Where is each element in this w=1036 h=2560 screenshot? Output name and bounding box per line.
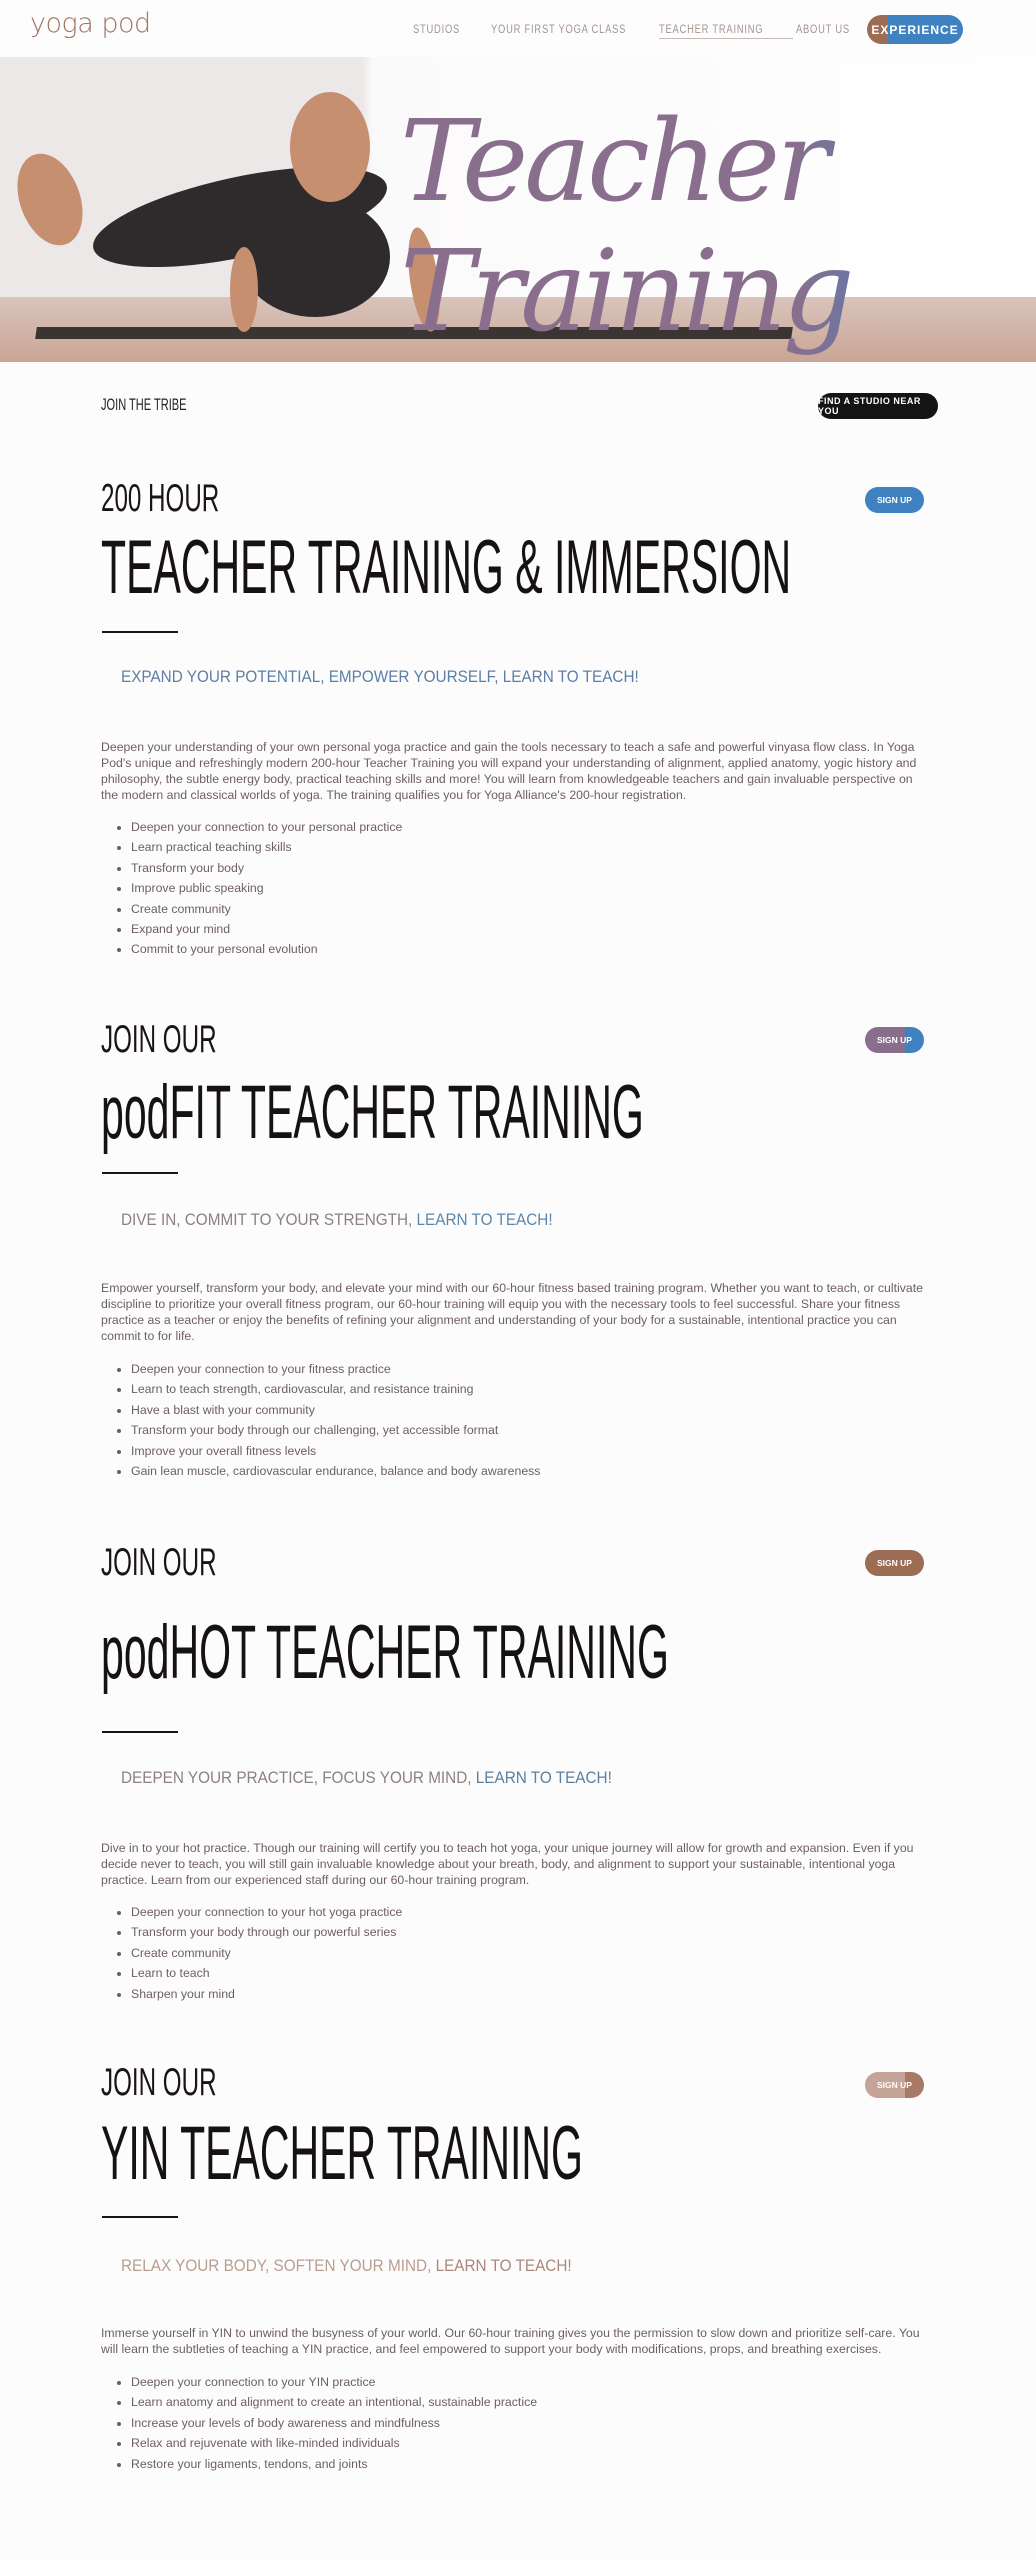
nav-your-first-yoga-class[interactable]	[491, 22, 664, 36]
sign-up-button[interactable]: SIGN UP	[865, 2072, 924, 2098]
list-item: • Improve your overall fitness levels	[131, 1441, 540, 1461]
list-item: • Transform your body through our powerful series	[131, 1922, 402, 1942]
section-tagline	[121, 1211, 601, 1228]
nav-about-us[interactable]	[796, 22, 865, 36]
divider	[102, 2216, 178, 2218]
tagline-lead: DIVE IN, COMMIT TO YOUR STRENGTH,	[121, 1210, 417, 1229]
section-description: Immerse yourself in YIN to unwind the busyness of your world. Our 60-hour training gives you the permission to slow down and prioritize self-care. You will learn the subtleties of teaching a YIN practice, and feel empowered to support your body with modifications, props, and breathing exercises.	[101, 2326, 920, 2356]
label-text: JOIN OUR	[101, 2061, 217, 2104]
top-navigation	[0, 0, 1036, 57]
label-text: JOIN OUR	[101, 1018, 217, 1061]
title-text: podFIT TEACHER TRAINING	[101, 1070, 644, 1155]
section-title	[101, 1610, 1036, 1695]
list-item: • Increase your levels of body awareness and mindfulness	[131, 2413, 537, 2433]
nav-label: YOUR FIRST YOGA CLASS	[491, 22, 627, 36]
section-description: Empower yourself, transform your body, and elevate your mind with our 60-hour fitness based training program. Whether you want to teach, or cultivate discipline to prioritize your overall fitness program, our 60-hour training will equip you with the necessary tools to feel successful. Share your fitness practice as a teacher or enjoy the benefits of refining your alignment and understanding of your body for a sustainable, intentional practice you can commit to for life.	[101, 1281, 924, 1343]
list-item: • Deepen your connection to your YIN practice	[131, 2372, 537, 2392]
section-description: Dive in to your hot practice. Though our training will certify you to teach hot yoga, your unique journey will allow for growth and expansion. Even if you decide never to teach, you will still gain invaluable knowledge about your breath, body, and alignment to support your sustainable, intentional yoga practice. Learn from our experienced staff during our 60-hour training program.	[101, 1841, 914, 1887]
yogi-head-image	[290, 92, 370, 202]
yogi-torso-image	[240, 197, 390, 317]
divider	[102, 631, 178, 633]
section-title	[101, 2111, 993, 2196]
list-item: • Create community	[131, 1943, 402, 1963]
sign-up-button[interactable]: SIGN UP	[865, 1027, 924, 1053]
benefits-list	[101, 1902, 402, 2004]
label-text: 200 HOUR	[101, 477, 220, 520]
divider	[102, 1731, 178, 1733]
list-item: • Deepen your connection to your personal practice	[131, 817, 402, 837]
tribe-label-text: JOIN THE TRIBE	[101, 395, 187, 414]
title-text: TEACHER TRAINING & IMMERSION	[101, 525, 792, 610]
section-label	[101, 2063, 287, 2102]
sign-up-button[interactable]: SIGN UP	[865, 1550, 924, 1576]
join-the-tribe-label	[101, 395, 233, 415]
label-text: JOIN OUR	[101, 1541, 217, 1584]
section-description: Deepen your understanding of your own personal yoga practice and gain the tools necessary to teach a safe and powerful vinyasa flow class. In Yoga Pod's unique and refreshingly modern 200-hour Teacher Training you will expand your understanding of alignment, applied anatomy, yogic history and philosophy, the subtle energy body, practical teaching skills and more! You will learn from knowledgeable teachers and gain invaluable perspective on the modern and classical worlds of yoga. The training qualifies you for Yoga Alliance's 200-hour registration.	[101, 740, 917, 802]
nav-label: TEACHER TRAINING	[659, 22, 764, 36]
nav-label: ABOUT US	[796, 22, 850, 36]
benefits-list	[101, 1359, 540, 1481]
section-title	[101, 525, 1036, 610]
list-item: • Restore your ligaments, tendons, and joints	[131, 2454, 537, 2474]
nav-label: STUDIOS	[413, 22, 461, 36]
tagline-accent: LEARN TO TEACH!	[502, 667, 639, 686]
list-item: • Transform your body through our challenging, yet accessible format	[131, 1420, 540, 1440]
divider	[102, 1172, 178, 1174]
nav-studios[interactable]	[413, 22, 473, 36]
tagline-accent: LEARN TO TEACH!	[435, 2256, 572, 2275]
list-item: • Gain lean muscle, cardiovascular endurance, balance and body awareness	[131, 1461, 540, 1481]
list-item: • Sharpen your mind	[131, 1984, 402, 2004]
nav-teacher-training[interactable]	[659, 22, 793, 39]
benefits-list	[101, 817, 402, 960]
list-item: • Learn to teach strength, cardiovascular, and resistance training	[131, 1379, 540, 1399]
section-tagline	[121, 1769, 666, 1786]
tagline-accent: LEARN TO TEACH!	[475, 1768, 612, 1787]
benefits-list	[101, 2372, 537, 2474]
yogi-feet-image	[6, 145, 95, 255]
list-item: • Deepen your connection to your hot yoga practice	[131, 1902, 402, 1922]
list-item: • Improve public speaking	[131, 878, 402, 898]
section-tagline	[121, 2257, 622, 2274]
list-item: • Learn to teach	[131, 1963, 402, 1983]
experience-button[interactable]: EXPERIENCE	[867, 15, 963, 44]
list-item: • Transform your body	[131, 858, 402, 878]
list-item: • Expand your mind	[131, 919, 402, 939]
hero-script-title: Teacher Training	[400, 97, 1036, 357]
tagline-lead: RELAX YOUR BODY, SOFTEN YOUR MIND,	[121, 2256, 436, 2275]
section-label	[101, 1543, 287, 1582]
list-item: • Deepen your connection to your fitness practice	[131, 1359, 540, 1379]
tagline-accent: LEARN TO TEACH!	[416, 1210, 553, 1229]
section-title	[101, 1070, 1036, 1155]
list-item: • Learn practical teaching skills	[131, 837, 402, 857]
title-text: YIN TEACHER TRAINING	[101, 2111, 583, 2196]
yogi-arm-image	[230, 247, 258, 332]
list-item: • Have a blast with your community	[131, 1400, 540, 1420]
hero-banner	[0, 57, 1036, 362]
list-item: • Create community	[131, 899, 402, 919]
section-label	[101, 479, 292, 518]
tagline-lead: EXPAND YOUR POTENTIAL, EMPOWER YOURSELF,	[121, 667, 503, 686]
yoga-pod-logo[interactable]: yoga pod	[30, 8, 151, 39]
find-studio-button[interactable]: FIND A STUDIO NEAR YOU	[818, 393, 938, 419]
title-text: podHOT TEACHER TRAINING	[101, 1610, 669, 1695]
section-label	[101, 1020, 287, 1059]
list-item: • Relax and rejuvenate with like-minded individuals	[131, 2433, 537, 2453]
list-item: • Commit to your personal evolution	[131, 939, 402, 959]
section-tagline	[121, 668, 696, 685]
list-item: • Learn anatomy and alignment to create an intentional, sustainable practice	[131, 2392, 537, 2412]
tagline-lead: DEEPEN YOUR PRACTICE, FOCUS YOUR MIND,	[121, 1768, 476, 1787]
sign-up-button[interactable]: SIGN UP	[865, 487, 924, 513]
